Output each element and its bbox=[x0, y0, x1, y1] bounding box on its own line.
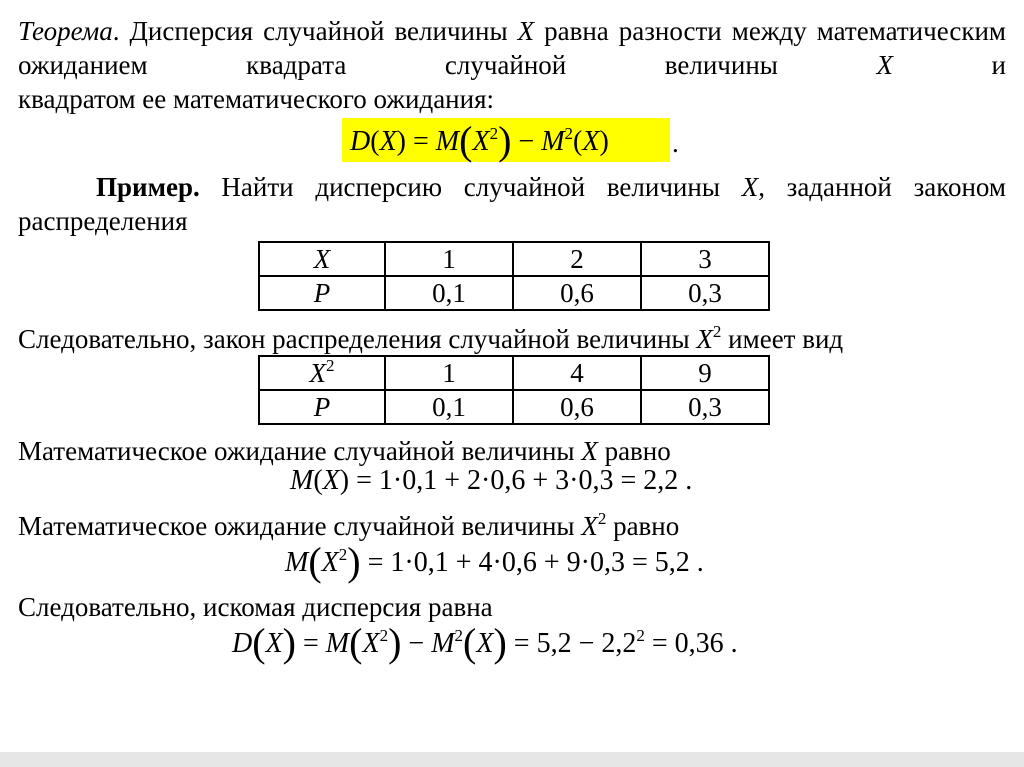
table-head-cell: X bbox=[259, 242, 385, 276]
formula-minus: − bbox=[511, 126, 542, 157]
expect-x-var: X bbox=[581, 436, 598, 466]
table-head-cell: P bbox=[259, 276, 385, 310]
consequence-var: X bbox=[696, 324, 713, 354]
table-row bbox=[259, 390, 769, 424]
formula-x: X bbox=[321, 547, 339, 578]
formula-m: M bbox=[285, 547, 309, 578]
table-head-sup: 2 bbox=[326, 356, 335, 375]
table-cell: 1 bbox=[385, 356, 513, 390]
expectation-x-formula bbox=[290, 461, 692, 501]
paren-open-big: ( bbox=[459, 118, 473, 163]
expectation-x2-line bbox=[18, 509, 679, 543]
expect-x2-sup: 2 bbox=[597, 509, 607, 528]
theorem-var: X bbox=[517, 16, 535, 46]
paren-close-big: ) bbox=[498, 118, 512, 163]
expect-x2-var: X bbox=[581, 511, 598, 541]
variance-line bbox=[18, 590, 493, 624]
variance-formula-sq: 2 bbox=[636, 626, 645, 645]
expect-x2-text-1: Математическое ожидание случайной величины bbox=[18, 511, 582, 541]
paren-open-big: ( bbox=[349, 620, 363, 665]
consequence-sup: 2 bbox=[712, 322, 722, 341]
theorem-var-2: X bbox=[876, 50, 893, 80]
formula-x3: X bbox=[582, 126, 600, 157]
paren-open-big: ( bbox=[308, 539, 322, 584]
expect-x2-text-2: равно bbox=[606, 511, 680, 541]
example-var: X bbox=[741, 172, 759, 202]
formula-x: X bbox=[265, 628, 283, 659]
distribution-table-x bbox=[258, 241, 770, 311]
table-head-var: X bbox=[309, 358, 326, 388]
variance-result-formula bbox=[232, 620, 738, 665]
table-head-cell bbox=[259, 356, 385, 390]
table-cell: 0,1 bbox=[385, 276, 513, 310]
table-row bbox=[259, 356, 769, 390]
paren-close-big: ) bbox=[388, 620, 402, 665]
formula-sq: 2 bbox=[338, 545, 348, 564]
formula-minus: − bbox=[401, 628, 432, 659]
paren-open: ( bbox=[370, 126, 380, 157]
slide-bottom-edge bbox=[0, 752, 1024, 767]
example-label: Пример. bbox=[96, 172, 200, 202]
paren-close-big: ) bbox=[347, 539, 361, 584]
theorem-text-4: и bbox=[892, 50, 1006, 80]
formula-sq: 2 bbox=[379, 626, 389, 645]
formula-m: M bbox=[290, 465, 314, 496]
table-cell: 0,3 bbox=[641, 390, 769, 424]
formula-x: X bbox=[322, 465, 340, 496]
formula-eq: = bbox=[406, 126, 436, 157]
theorem-paragraph bbox=[18, 14, 1006, 116]
theorem-text-1: . Дисперсия случайной величины bbox=[112, 16, 518, 46]
example-text-1: Найти дисперсию случайной величины bbox=[199, 172, 742, 202]
formula-m2: M bbox=[541, 126, 565, 157]
paren-open-2: ( bbox=[573, 126, 583, 157]
example-text-2: , заданной законом распределения bbox=[18, 172, 1007, 236]
formula-eq: = bbox=[296, 628, 326, 659]
table-cell: 1 bbox=[385, 242, 513, 276]
table-cell: 0,6 bbox=[513, 276, 641, 310]
formula-sq-2: 2 bbox=[454, 626, 464, 645]
paren-close-2: ) bbox=[599, 126, 609, 157]
table-cell: 3 bbox=[641, 242, 769, 276]
theorem-label: Теорема bbox=[18, 16, 113, 46]
theorem-text-3: математическим ожиданием квадрата случайной величины bbox=[18, 16, 1006, 80]
variance-formula-end: = 0,36 . bbox=[644, 628, 738, 659]
table-cell: 9 bbox=[641, 356, 769, 390]
paren-close: ) bbox=[396, 126, 406, 157]
consequence-line bbox=[18, 322, 843, 356]
expect-x-text-1: Математическое ожидание случайной величины bbox=[18, 436, 582, 466]
formula-sq: 2 bbox=[489, 124, 499, 143]
formula-x: X bbox=[379, 126, 397, 157]
variance-text: Следовательно, искомая дисперсия равна bbox=[18, 592, 493, 622]
expect-x-text-2: равно bbox=[597, 436, 671, 466]
table-cell: 2 bbox=[513, 242, 641, 276]
table-cell: 0,3 bbox=[641, 276, 769, 310]
expect-x-formula-rhs: = 1·0,1 + 2·0,6 + 3·0,3 = 2,2 . bbox=[349, 465, 693, 496]
formula-dot: . bbox=[672, 128, 679, 158]
example-paragraph bbox=[18, 170, 1006, 238]
formula-x2: X bbox=[472, 126, 490, 157]
formula-m: M bbox=[325, 628, 350, 659]
table-cell: 0,6 bbox=[513, 390, 641, 424]
paren-close-big-2: ) bbox=[493, 620, 507, 665]
formula-d: D bbox=[350, 126, 371, 157]
theorem-text-2: равна разности между bbox=[534, 16, 807, 46]
variance-formula bbox=[350, 118, 609, 163]
table-head-cell: P bbox=[259, 390, 385, 424]
formula-m2: M bbox=[431, 628, 455, 659]
paren-close-big: ) bbox=[282, 620, 296, 665]
table-cell: 0,1 bbox=[385, 390, 513, 424]
formula-x3: X bbox=[476, 628, 494, 659]
paren-open-big-2: ( bbox=[463, 620, 477, 665]
expect-x2-formula-rhs: = 1·0,1 + 4·0,6 + 9·0,3 = 5,2 . bbox=[360, 547, 704, 578]
table-cell: 4 bbox=[513, 356, 641, 390]
distribution-table-x2 bbox=[258, 355, 770, 425]
formula-m: M bbox=[435, 126, 460, 157]
paren-open-big: ( bbox=[252, 620, 266, 665]
formula-x2: X bbox=[362, 628, 380, 659]
formula-d: D bbox=[232, 628, 253, 659]
consequence-text-1: Следовательно, закон распределения случайной величины bbox=[18, 324, 697, 354]
expectation-x2-formula bbox=[285, 539, 704, 584]
table-row bbox=[259, 276, 769, 310]
consequence-text-2: имеет вид bbox=[721, 324, 844, 354]
table-row bbox=[259, 242, 769, 276]
formula-sq-2: 2 bbox=[564, 124, 574, 143]
paren-open: ( bbox=[313, 465, 323, 496]
paren-close: ) bbox=[339, 465, 350, 496]
variance-formula-rhs: = 5,2 − 2,2 bbox=[506, 628, 637, 659]
theorem-text-5: квадратом ее математического ожидания: bbox=[18, 84, 494, 114]
